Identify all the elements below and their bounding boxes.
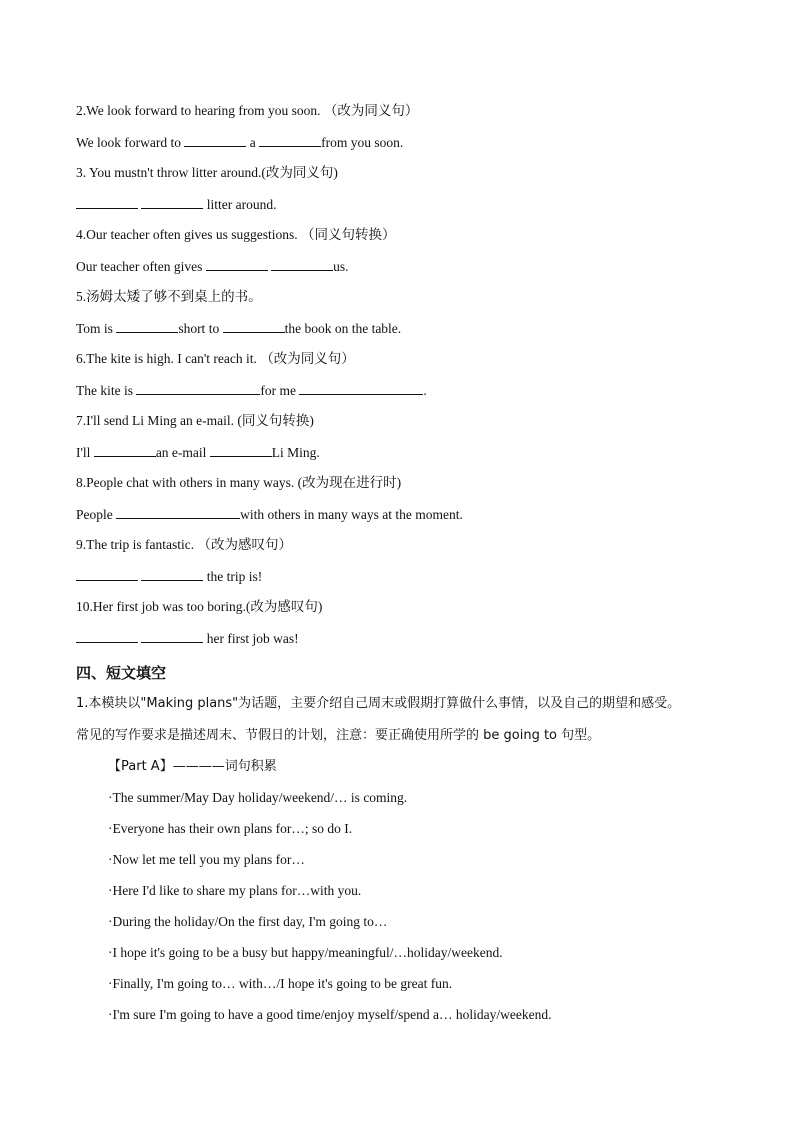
answer-blank[interactable]: [206, 257, 268, 271]
answer-text: her first job was!: [203, 631, 299, 646]
part-a-heading: 【Part A】————词句积累: [108, 759, 277, 774]
answer-text: Li Ming.: [271, 445, 320, 460]
answer-text: a: [246, 135, 260, 150]
answer-text: the trip is!: [203, 569, 263, 584]
exercise-answer-line: [76, 133, 403, 152]
phrase-item: ·Finally, I'm going to… with…/I hope it's going to be great fun.: [108, 976, 453, 991]
answer-blank[interactable]: [259, 133, 321, 147]
answer-blank[interactable]: [116, 319, 178, 333]
answer-blank[interactable]: [76, 195, 138, 209]
intro-line-1: 1.本模块以"Making plans"为话题，主要介绍自己周末或假期打算做什么事情，以及自己的期望和感受。: [76, 696, 681, 711]
answer-text: an e-mail: [155, 445, 210, 460]
phrase-item: ·Everyone has their own plans for…; so do I.: [108, 821, 353, 836]
exercise-answer-line: [76, 381, 427, 400]
exercise-question: 2.We look forward to hearing from you soon. （改为同义句）: [76, 103, 419, 118]
answer-blank[interactable]: [141, 567, 203, 581]
exercise-answer-line: [76, 443, 320, 462]
exercise-answer-line: [76, 319, 401, 338]
answer-text: .: [423, 383, 427, 398]
answer-blank[interactable]: [299, 381, 423, 395]
answer-blank[interactable]: [271, 257, 333, 271]
exercise-answer-line: [76, 629, 299, 648]
answer-blank[interactable]: [184, 133, 246, 147]
phrase-item: ·Now let me tell you my plans for…: [108, 852, 305, 867]
exercise-question: 8.People chat with others in many ways. (改为现在进行时): [76, 475, 402, 490]
answer-blank[interactable]: [223, 319, 285, 333]
answer-text: with others in many ways at the moment.: [240, 507, 463, 522]
answer-blank[interactable]: [210, 443, 272, 457]
answer-blank[interactable]: [116, 505, 240, 519]
phrase-item: ·During the holiday/On the first day, I'm going to…: [108, 914, 388, 929]
phrase-item: ·I hope it's going to be a busy but happy/meaningful/…holiday/weekend.: [108, 945, 503, 960]
answer-text: litter around.: [203, 197, 277, 212]
exercise-answer-line: [76, 195, 276, 214]
exercise-answer-line: [76, 567, 262, 586]
phrase-item: ·I'm sure I'm going to have a good time/enjoy myself/spend a… holiday/weekend.: [108, 1007, 552, 1022]
exercise-question: 6.The kite is high. I can't reach it. （改为同义句）: [76, 351, 355, 366]
exercise-question: 9.The trip is fantastic. （改为感叹句）: [76, 537, 292, 552]
phrase-item: ·The summer/May Day holiday/weekend/… is coming.: [108, 790, 408, 805]
answer-text: Our teacher often gives: [76, 259, 206, 274]
section-heading: 四、短文填空: [76, 664, 167, 682]
answer-text: I'll: [76, 445, 94, 460]
answer-text: short to: [178, 321, 223, 336]
answer-text: The kite is: [76, 383, 137, 398]
exercise-question: 7.I'll send Li Ming an e-mail. (同义句转换): [76, 413, 314, 428]
exercise-question: 10.Her first job was too boring.(改为感叹句): [76, 599, 323, 614]
answer-blank[interactable]: [136, 381, 260, 395]
answer-text: We look forward to: [76, 135, 185, 150]
answer-blank[interactable]: [141, 629, 203, 643]
exercise-question: 4.Our teacher often gives us suggestions. （同义句转换）: [76, 227, 396, 242]
answer-text: from you soon.: [321, 135, 404, 150]
answer-text: Tom is: [76, 321, 117, 336]
answer-text: People: [76, 507, 117, 522]
answer-blank[interactable]: [94, 443, 156, 457]
answer-blank[interactable]: [141, 195, 203, 209]
answer-text: for me: [260, 383, 300, 398]
exercise-answer-line: [76, 505, 463, 524]
answer-blank[interactable]: [76, 629, 138, 643]
intro-line-2: 常见的写作要求是描述周末、节假日的计划，注意：要正确使用所学的 be going to 句型。: [76, 728, 601, 743]
exercise-question: 3. You mustn't throw litter around.(改为同义句): [76, 165, 338, 180]
phrase-item: ·Here I'd like to share my plans for…with you.: [108, 883, 362, 898]
answer-text: the book on the table.: [284, 321, 402, 336]
exercise-answer-line: [76, 257, 348, 276]
answer-text: us.: [333, 259, 349, 274]
answer-blank[interactable]: [76, 567, 138, 581]
exercise-question: 5.汤姆太矮了够不到桌上的书。: [76, 289, 262, 304]
